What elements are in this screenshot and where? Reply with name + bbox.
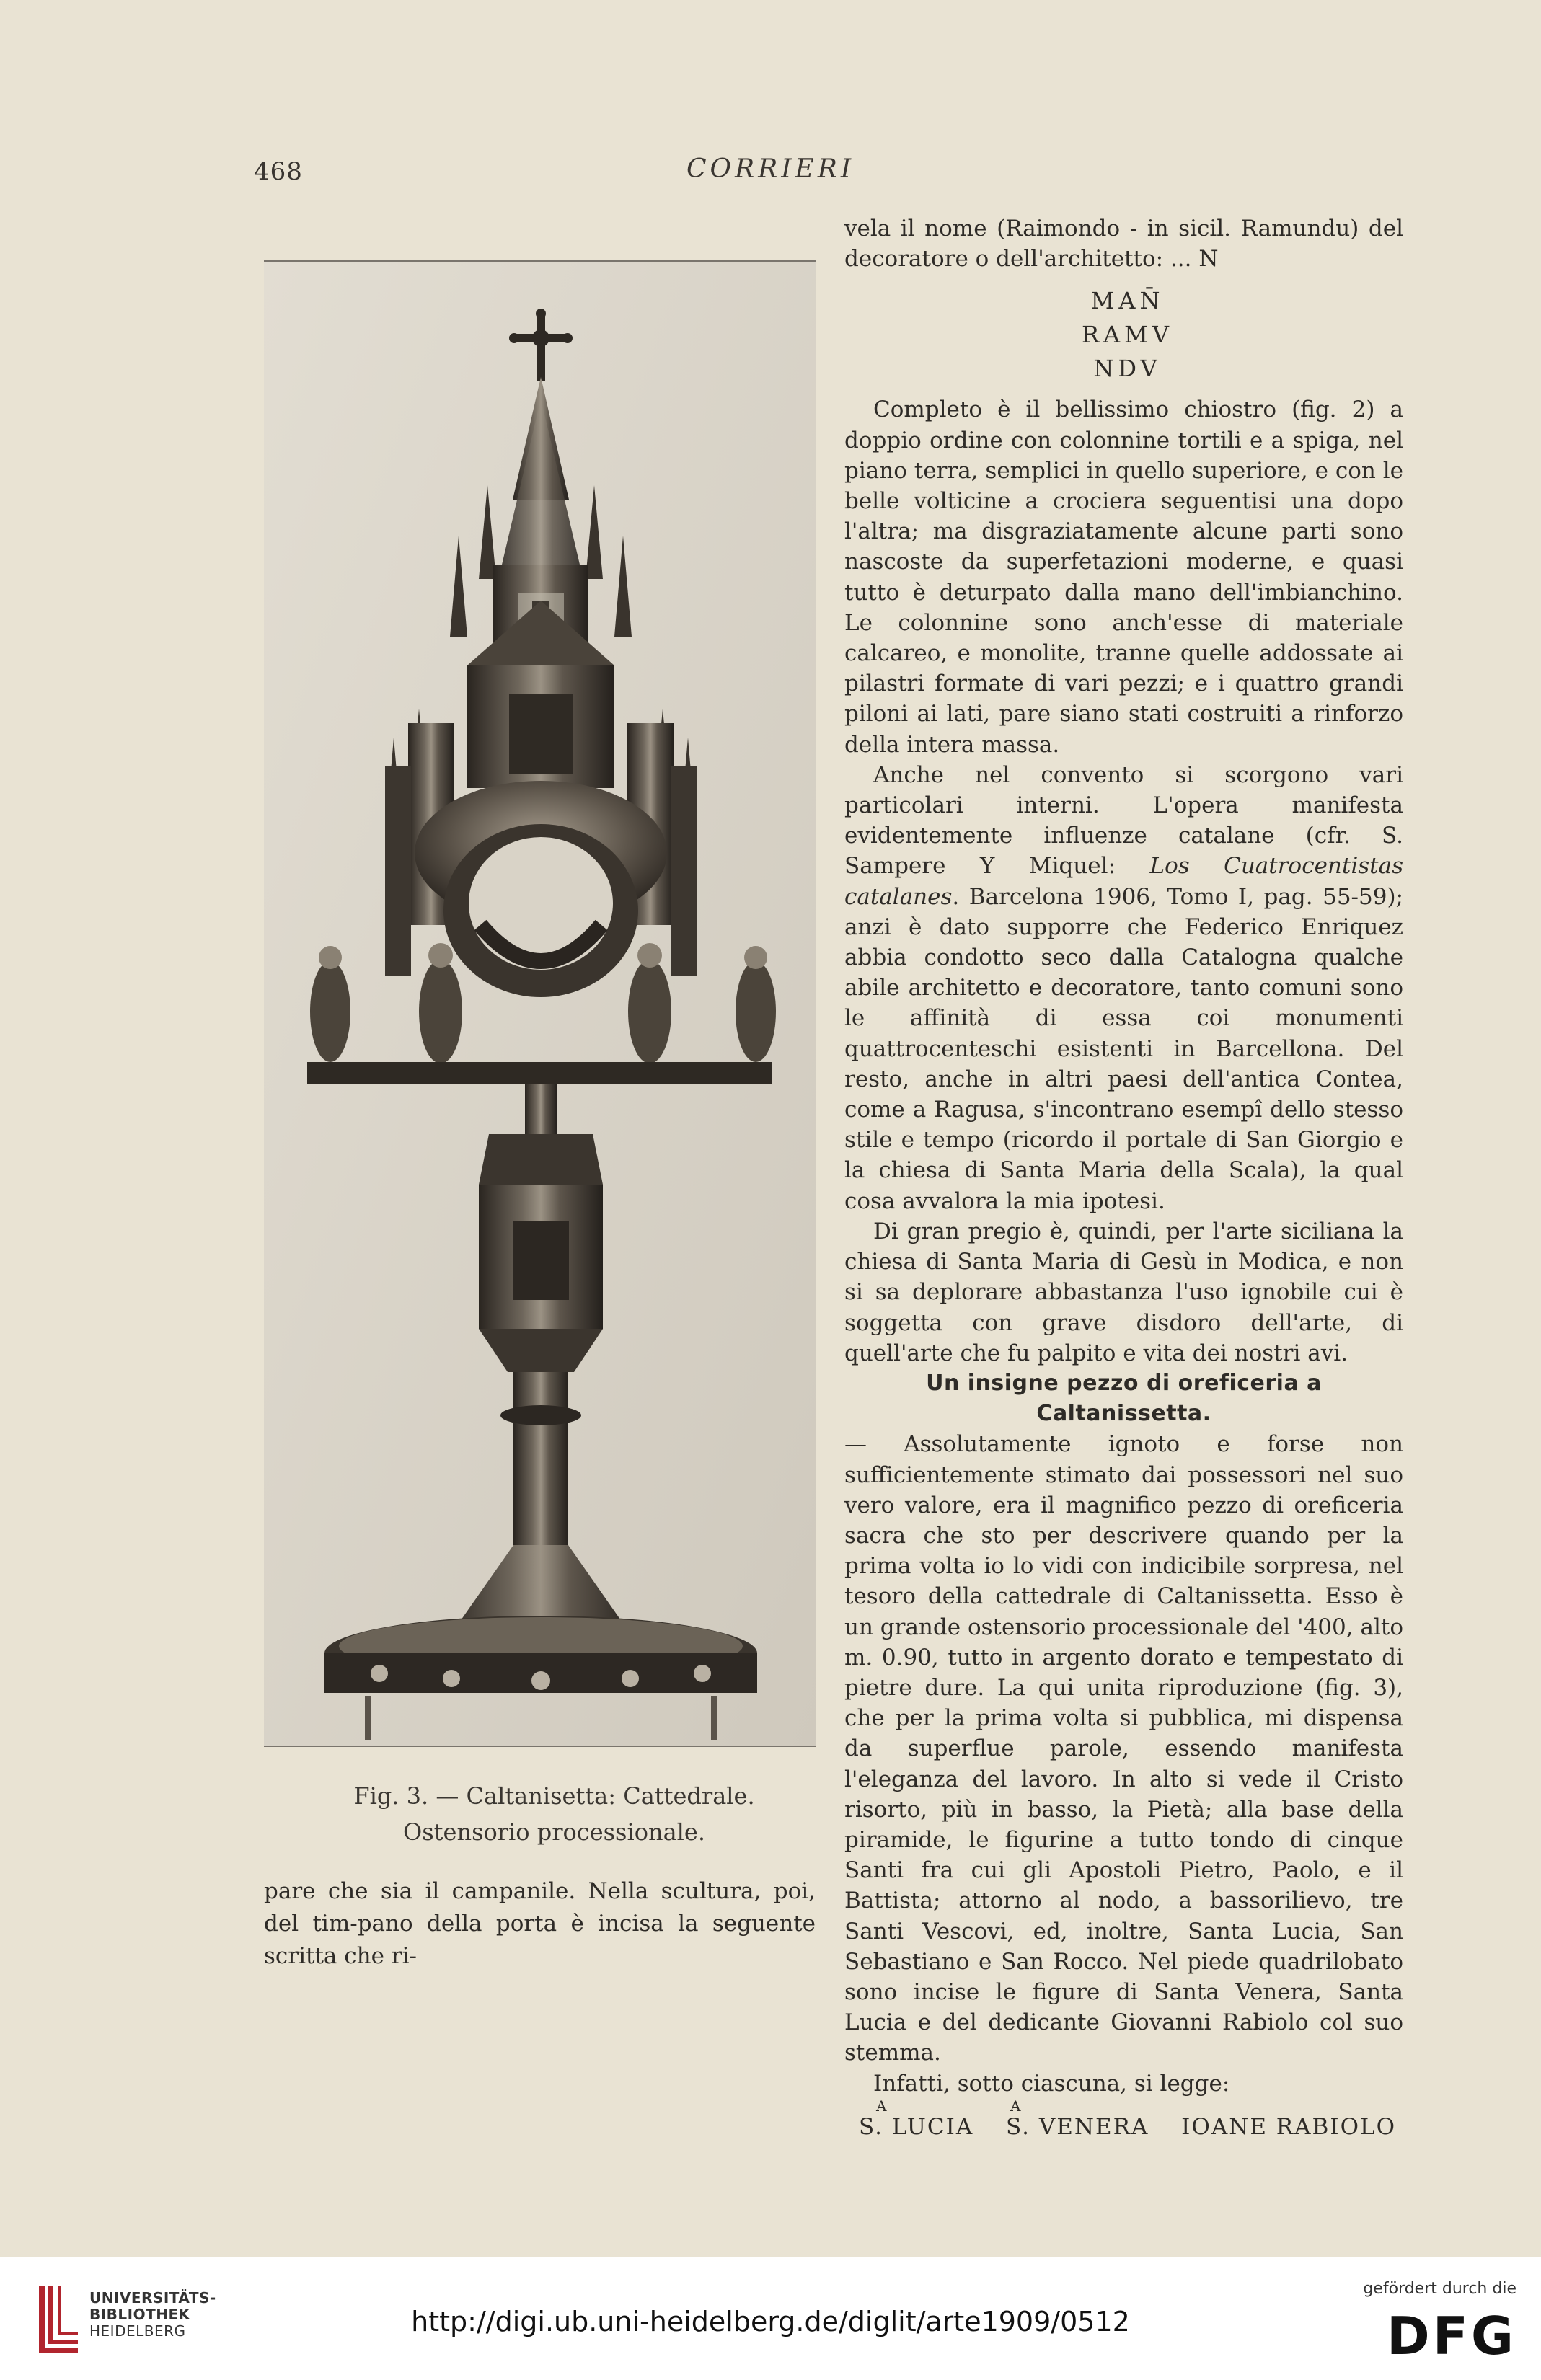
signature-ioane-rabiolo: IOANE RABIOLO: [1181, 2113, 1396, 2140]
signature-accents: [844, 2097, 1403, 2115]
right-column: [844, 213, 1403, 2142]
signature-s-lucia: S. LUCIA: [859, 2113, 974, 2140]
inscription-line-1: MAN̄: [1090, 287, 1165, 315]
caption-line-1: Fig. 3. — Caltanisetta: Cattedrale.: [353, 1782, 755, 1810]
library-name-line-1: UNIVERSITÄTS-: [89, 2289, 216, 2306]
caption-line-2: Ostensorio processionale.: [403, 1818, 705, 1846]
paragraph-3-part-b: . Barcelona 1906, Tomo I, pag. 55-59); anzi è dato supporre che Federico Enriquez abbia condotto seco dalla Catalogna qualche abile architetto e decoratore, tanto comuni sono le affinità di essa coi monumenti quattrocenteschi esistenti in Barcellona. Del resto, anche in altri paesi dell'antica Contea, come a Ragusa, s'incontrano esempî dello stesso stile e tempo (ricordo il portale di San Giorgio e la chiesa di Santa Maria della Scala), la qual cosa avvalora la mia ipotesi.: [844, 883, 1403, 1214]
monstrance-photograph: [264, 260, 816, 1747]
running-head: CORRIERI: [686, 154, 855, 184]
figure-caption: [264, 1778, 816, 1850]
inscription-line-3: NDV: [1093, 355, 1162, 383]
accent-2: A: [1010, 2097, 1021, 2115]
accent-1: A: [876, 2097, 887, 2115]
paragraph-1: vela il nome (Raimondo - in sicil. Ramundu) del decoratore o dell'architetto: ... N: [844, 216, 1403, 273]
page-number: 468: [254, 157, 303, 186]
paragraph-3-book-title: Los Cuatrocentistas catalanes: [844, 853, 1404, 910]
section-heading: Un insigne pezzo di oreficeria a Caltanissetta.: [926, 1370, 1322, 1427]
signature-s-venera: S. VENERA: [1006, 2113, 1149, 2140]
paragraph-3-part-a: Anche nel convento si scorgono vari particolari interni. L'opera manifesta evidentemente influenze catalane (cfr. S. Sampere Y Miquel:: [844, 761, 1403, 880]
library-name-line-3: HEIDELBERG: [89, 2322, 186, 2340]
library-name-line-2: BIBLIOTHEK: [89, 2306, 190, 2323]
left-column-text: pare che sia il campanile. Nella scultura, poi, del tim-pano della porta è incisa la seguente scritta che ri-: [264, 1878, 816, 1969]
monstrance-illustration: [264, 262, 816, 1746]
paragraph-5: — Assolutamente ignoto e forse non sufficientemente stimato dai possessori nel suo vero valore, era il magnifico pezzo di oreficeria sacra che sto per descrivere quando per la prima volta io lo vidi con indicibile sorpresa, nel tesoro della cattedrale di Caltanissetta. Esso è un grande ostensorio processionale del '400, alto m. 0.90, tutto in argento dorato e tempestato di pietre dure. La qui unita riproduzione (fig. 3), che per la prima volta si pubblica, mi dispensa da superflue parole, essendo manifesta l'eleganza del lavoro. In alto si vede il Cristo risorto, più in basso, la Pietà; alla base della piramide, le figurine a tutto tondo di cinque Santi fra cui gli Apostoli Pietro, Paolo, e il Battista; attorno al nodo, a bassorilievo, tre Santi Vescovi, ed, inoltre, Santa Lucia, San Sebastiano e San Rocco. Nel piede quadrilobato sono incise le figure di Santa Venera, Santa Lucia e del dedicante Giovanni Rabiolo col suo stemma.: [844, 1431, 1403, 2066]
paragraph-3: [844, 760, 1403, 1216]
digital-library-footer: [0, 2257, 1541, 2380]
inscription: [844, 284, 1403, 386]
signatures-line: [844, 2112, 1403, 2142]
paragraph-2: Completo è il bellissimo chiostro (fig. 2) a doppio ordine con colonnine tortili e a spiga, nel piano terra, semplici in quello superiore, e con le belle volticine a crociera seguentisi una dopo l'altra; ma disgraziatamente alcune parti sono nascoste da superfetazioni moderne, e quasi tutto è deturpato dalla mano dell'imbianchino. Le colonnine sono anch'esse di materiale calcareo, e monolite, tranne quelle addossate ai pilastri formate di vari pezzi; e i quattro grandi piloni ai lati, pare siano stati costruiti a rinforzo della intera massa.: [844, 397, 1403, 758]
dfg-logo[interactable]: DFG: [1386, 2306, 1516, 2366]
paragraph-6: Infatti, sotto ciascuna, si legge:: [873, 2070, 1230, 2097]
funding-label: gefördert durch die: [1363, 2280, 1516, 2298]
permalink-url[interactable]: http://digi.ub.uni-heidelberg.de/diglit/arte1909/0512: [411, 2306, 1130, 2337]
inscription-line-2: RAMV: [1081, 321, 1174, 349]
paragraph-4: Di gran pregio è, quindi, per l'arte siciliana la chiesa di Santa Maria di Gesù in Modica, e non si sa deplorare abbastanza l'uso ignobile cui è soggetta con grave disdoro dell'arte, di quell'arte che fu palpito e vita dei nostri avi.: [844, 1218, 1403, 1366]
